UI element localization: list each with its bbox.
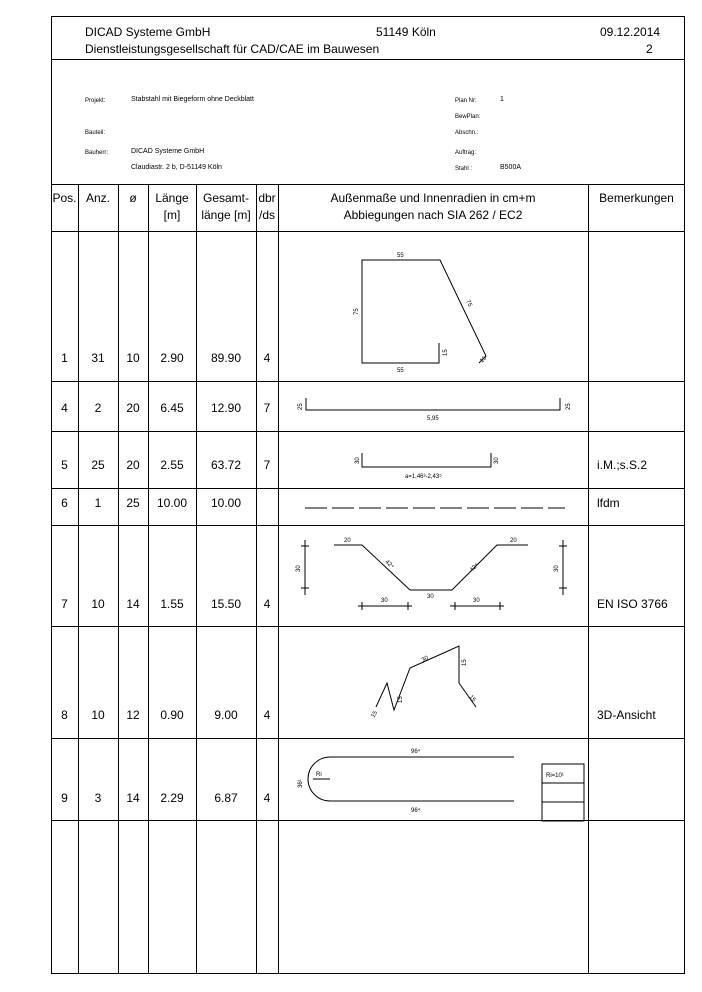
cell-anz: 2 xyxy=(94,401,102,415)
cell-remark: 3D-Ansicht xyxy=(597,708,656,722)
cell-gesamt: 12.90 xyxy=(210,401,242,415)
dim-label: 30 xyxy=(355,457,361,464)
shape-5-bar xyxy=(362,453,491,467)
dim-label: 42⁴ xyxy=(383,559,395,570)
cell-dia: 25 xyxy=(126,496,140,510)
cell-dia: 20 xyxy=(126,401,140,415)
cell-dbr: 7 xyxy=(263,401,271,415)
cell-dbr: 4 xyxy=(263,708,271,722)
cell-dbr: 4 xyxy=(263,791,271,805)
cell-pos: 9 xyxy=(61,791,68,805)
header-gesamt-line1: Gesamt- xyxy=(202,191,249,205)
dim-label: 20 xyxy=(510,538,517,544)
dim-label: a=1,46³-2,43⁵ xyxy=(405,474,442,480)
dim-label: 75 xyxy=(354,308,360,315)
dim-label: 30 xyxy=(554,565,560,572)
dim-label: 55 xyxy=(397,253,404,259)
dim-label: 25 xyxy=(298,403,304,410)
dim-label: 15 xyxy=(467,694,477,704)
projekt-label: Projekt: xyxy=(85,98,106,104)
dim-label: 36¹ xyxy=(298,779,304,788)
header-laenge-line1: Länge xyxy=(155,191,189,205)
company-subtitle: Dienstleistungsgesellschaft für CAD/CAE im Bauwesen xyxy=(85,42,380,56)
shape-4-bar xyxy=(306,398,560,410)
cell-gesamt: 9.00 xyxy=(214,708,238,722)
cell-dbr: 4 xyxy=(263,597,271,611)
cell-dia: 10 xyxy=(126,351,140,365)
cell-pos: 8 xyxy=(61,708,68,722)
page-number: 2 xyxy=(646,42,653,56)
cell-laenge: 2.90 xyxy=(160,351,184,365)
cell-dia: 14 xyxy=(126,597,140,611)
cell-laenge: 0.90 xyxy=(160,708,184,722)
dim-label: 5,95 xyxy=(427,416,439,422)
cell-dia: 12 xyxy=(126,708,140,722)
cell-pos: 1 xyxy=(61,351,68,365)
cell-gesamt: 6.87 xyxy=(214,791,238,805)
header-dbr-line2: /ds xyxy=(258,208,275,222)
dim-label: 96⁴ xyxy=(411,749,421,755)
cell-anz: 25 xyxy=(91,458,105,472)
cell-pos: 6 xyxy=(61,496,68,510)
cell-anz: 1 xyxy=(94,496,102,510)
header-laenge-line2: [m] xyxy=(163,208,181,222)
plan-nr-label: Plan Nr: xyxy=(455,98,477,104)
cell-laenge: 2.55 xyxy=(160,458,184,472)
cell-remark: EN ISO 3766 xyxy=(597,597,668,611)
dim-label: 75 xyxy=(464,299,473,308)
header-shape-line1: Außenmaße und Innenradien in cm+m xyxy=(330,191,536,205)
cell-dia: 20 xyxy=(126,458,140,472)
cell-anz: 10 xyxy=(91,597,105,611)
cell-pos: 5 xyxy=(61,458,68,472)
dim-label: 15 xyxy=(443,349,449,356)
cell-dia: 14 xyxy=(126,791,140,805)
bauherr-name: DICAD Systeme GmbH xyxy=(131,148,205,155)
dim-label: 20 xyxy=(344,538,351,544)
header-shape-line2: Abbiegungen nach SIA 262 / EC2 xyxy=(343,208,523,222)
dim-label: 25 xyxy=(566,403,572,410)
cell-dbr: 4 xyxy=(263,351,271,365)
bauteil-label: Bauteil: xyxy=(85,130,106,136)
cell-laenge: 6.45 xyxy=(160,401,184,415)
header-dia: ø xyxy=(129,191,137,205)
cell-anz: 31 xyxy=(91,351,105,365)
shape-1-bar xyxy=(362,260,489,365)
dim-label: 30 xyxy=(494,457,500,464)
cell-pos: 4 xyxy=(61,401,68,415)
cell-laenge: 2.29 xyxy=(160,791,184,805)
auftrag-label: Auftrag: xyxy=(455,150,477,156)
cell-remark: lfdm xyxy=(597,496,620,510)
cell-gesamt: 15.50 xyxy=(210,597,242,611)
cell-gesamt: 10.00 xyxy=(210,496,242,510)
dim-label: 30 xyxy=(421,655,430,664)
dim-label: 15 xyxy=(479,355,489,365)
header-anz: Anz. xyxy=(85,191,110,205)
header-dbr-line1: dbr xyxy=(258,191,276,205)
dim-label: 30 xyxy=(473,598,480,604)
cell-laenge: 1.55 xyxy=(160,597,184,611)
dim-label: 42⁴ xyxy=(469,562,480,574)
header-date: 09.12.2014 xyxy=(600,25,661,39)
bewplan-label: BewPlan: xyxy=(455,114,481,120)
plan-nr-value: 1 xyxy=(500,96,504,103)
dim-label: 15 xyxy=(370,710,380,719)
dim-label: 15 xyxy=(398,696,404,703)
stahl-value: B500A xyxy=(500,164,522,171)
cell-anz: 10 xyxy=(91,708,105,722)
dim-label: 15 xyxy=(462,659,468,666)
dim-label: 30 xyxy=(427,594,434,600)
bauherr-address: Claudiastr. 2 b, D-51149 Köln xyxy=(131,164,222,171)
company-name: DICAD Systeme GmbH xyxy=(85,25,211,39)
shape-9-bar xyxy=(308,757,514,801)
cell-remark: i.M.;s.S.2 xyxy=(597,458,648,472)
cell-gesamt: 63.72 xyxy=(210,458,242,472)
dim-label: Ri=10¹ xyxy=(546,773,564,779)
cell-dbr: 7 xyxy=(263,458,271,472)
cell-pos: 7 xyxy=(61,597,68,611)
dim-label: 55 xyxy=(397,368,404,374)
projekt-value: Stabstahl mit Biegeform ohne Deckblatt xyxy=(131,96,254,103)
dim-label: Ri xyxy=(316,772,322,778)
header-gesamt-line2: länge [m] xyxy=(201,208,251,222)
cell-anz: 3 xyxy=(94,791,102,805)
header-pos: Pos. xyxy=(52,191,77,205)
shape-7-bar xyxy=(334,545,528,590)
header-remarks: Bemerkungen xyxy=(599,191,674,205)
dim-label: 30 xyxy=(381,598,388,604)
stahl-label: Stahl : xyxy=(455,166,473,172)
bauherr-label: Bauherr: xyxy=(85,150,109,156)
abschn-label: Abschn.: xyxy=(455,130,479,136)
company-city: 51149 Köln xyxy=(376,25,436,39)
dim-label: 96⁴ xyxy=(411,808,421,814)
cell-gesamt: 89.90 xyxy=(210,351,242,365)
cell-laenge: 10.00 xyxy=(156,496,188,510)
dim-label: 30 xyxy=(296,565,302,572)
